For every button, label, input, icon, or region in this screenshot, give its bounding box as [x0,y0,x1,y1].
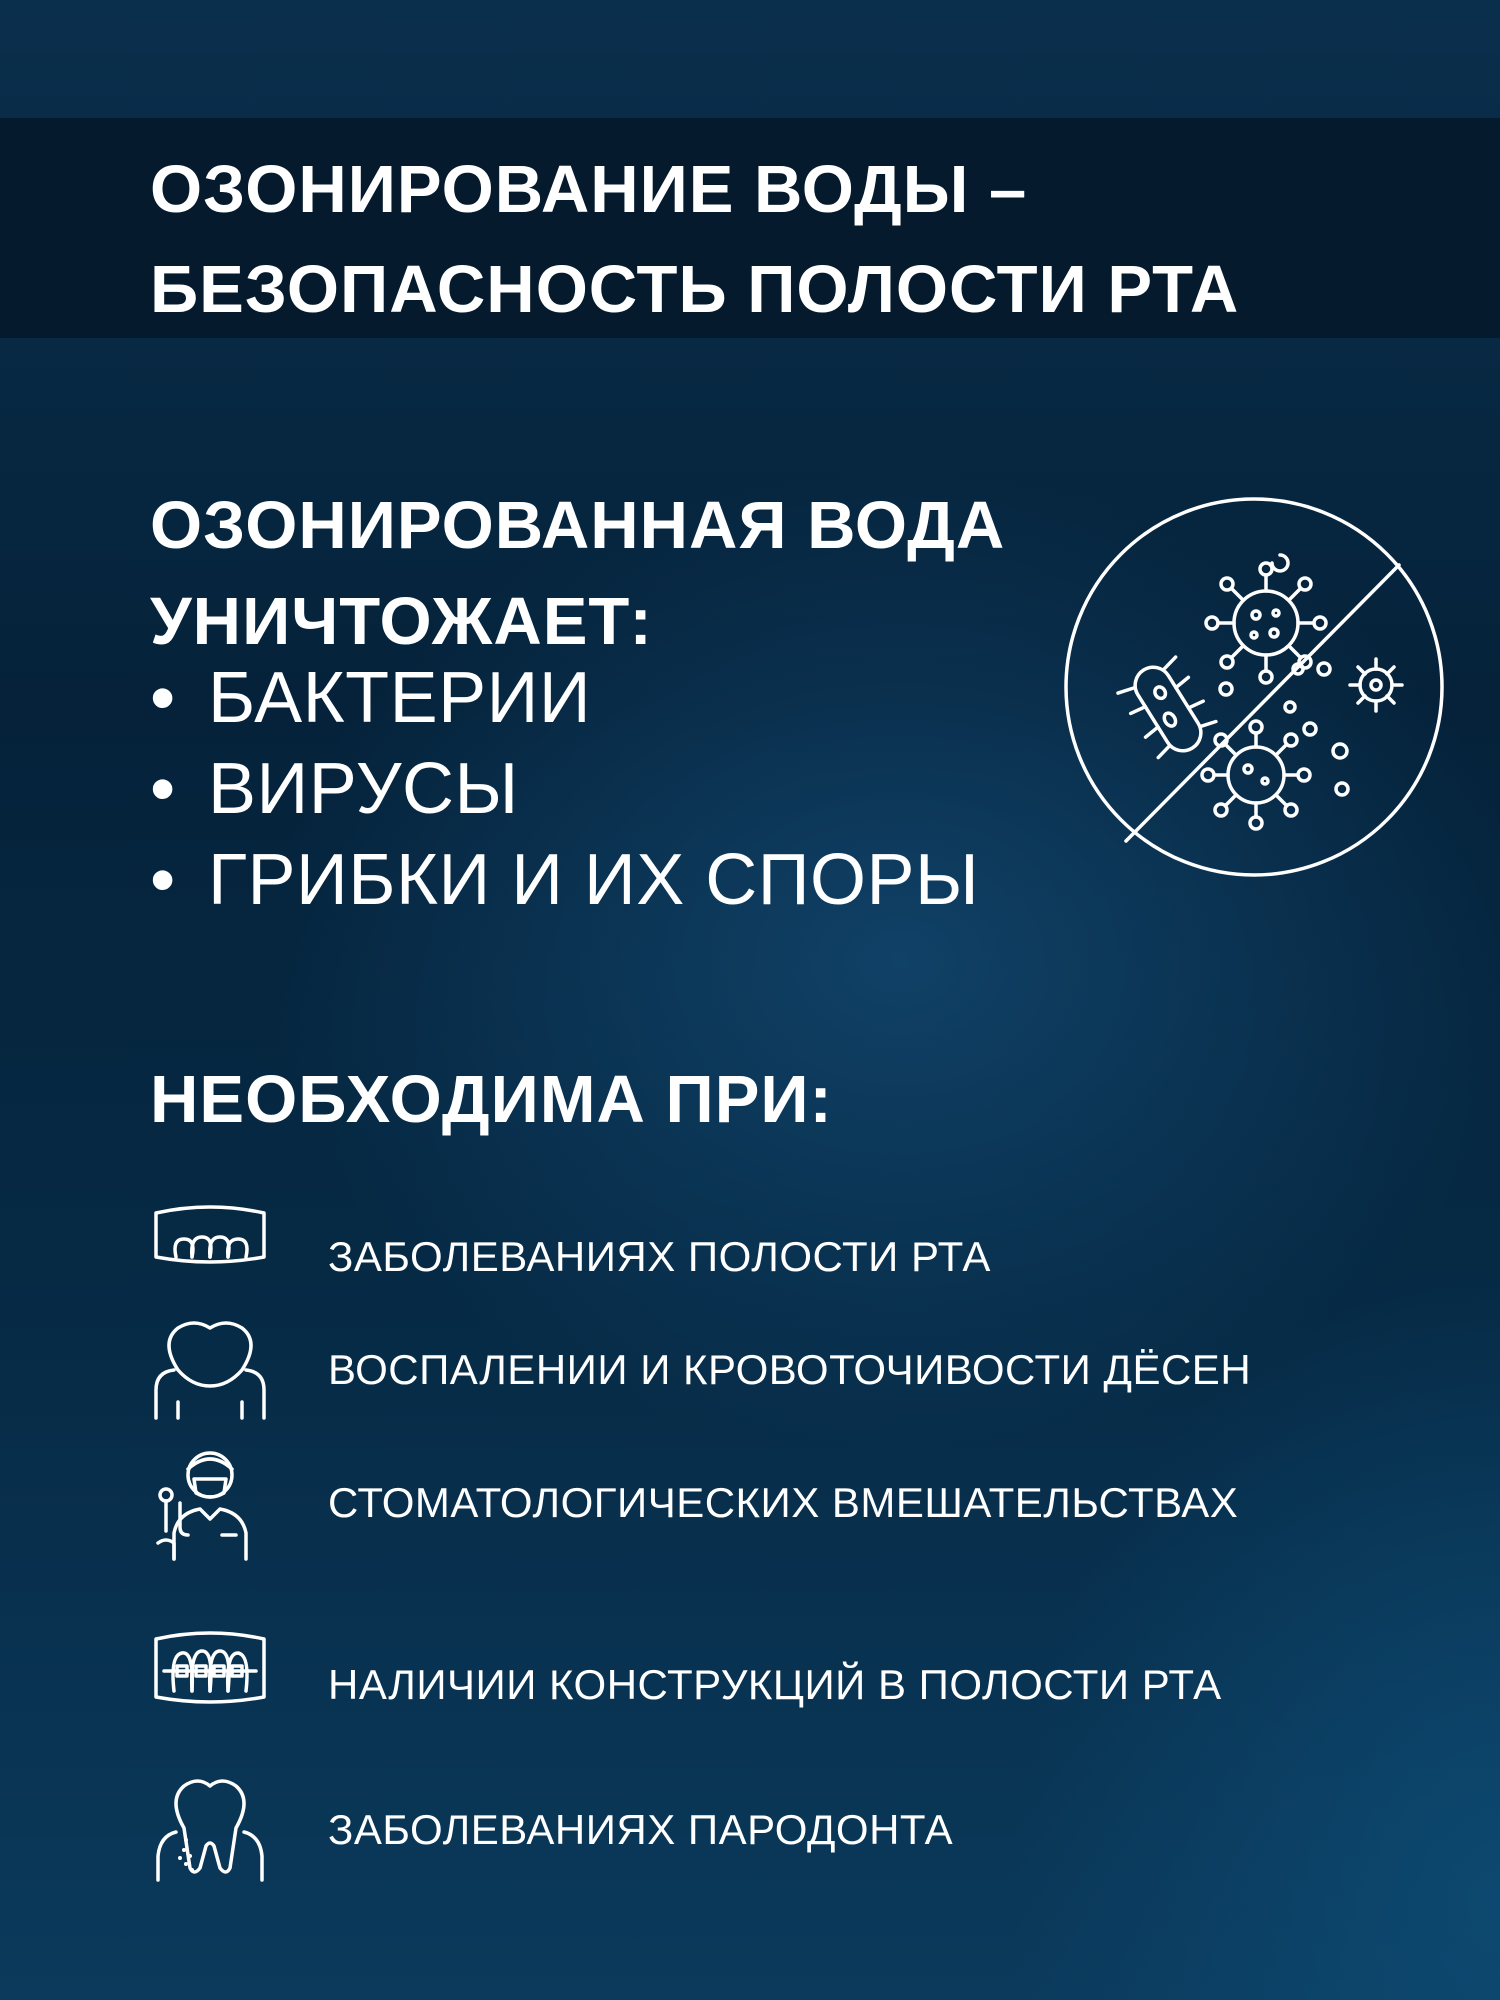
list-item [150,1310,1450,1430]
list-item [150,835,979,926]
list-item-label: ВИРУСЫ [208,749,519,829]
destroys-title-line1: ОЗОНИРОВАННАЯ ВОДА [150,488,1006,563]
bullet: • [150,749,176,829]
dentist-icon [150,1443,270,1563]
bullet: • [150,840,176,920]
list-item [150,744,979,835]
list-item-label: ВОСПАЛЕНИИ И КРОВОТОЧИВОСТИ ДЁСЕН [328,1346,1252,1393]
periodontal-tooth-icon [150,1770,270,1890]
list-item-label: СТОМАТОЛОГИЧЕСКИХ ВМЕШАТЕЛЬСТВАХ [328,1479,1239,1526]
list-item [150,653,979,744]
destroys-list [150,653,979,926]
list-item-label: ЗАБОЛЕВАНИЯХ ПОЛОСТИ РТА [328,1233,991,1280]
list-item [150,1625,1450,1745]
list-item-label: НАЛИЧИИ КОНСТРУКЦИЙ В ПОЛОСТИ РТА [328,1661,1222,1708]
destroys-title [150,478,1005,670]
list-item [150,1770,1450,1890]
teeth-row-icon [150,1197,270,1317]
needs-title: НЕОБХОДИМА ПРИ: [150,1062,833,1137]
page-title [150,140,1239,340]
page-title-line2: БЕЗОПАСНОСТЬ ПОЛОСТИ РТА [150,252,1240,327]
no-germs-icon [1060,493,1448,881]
list-item-label: ЗАБОЛЕВАНИЯХ ПАРОДОНТА [328,1806,954,1853]
list-item-label: ГРИБКИ И ИХ СПОРЫ [208,840,980,920]
tooth-gum-icon [150,1310,270,1430]
destroys-title-line2: УНИЧТОЖАЕТ: [150,584,653,659]
list-item [150,1197,1450,1317]
list-item [150,1443,1450,1563]
braces-icon [150,1625,270,1745]
bullet: • [150,658,176,738]
page-title-line1: ОЗОНИРОВАНИЕ ВОДЫ – [150,152,1028,227]
list-item-label: БАКТЕРИИ [208,658,592,738]
